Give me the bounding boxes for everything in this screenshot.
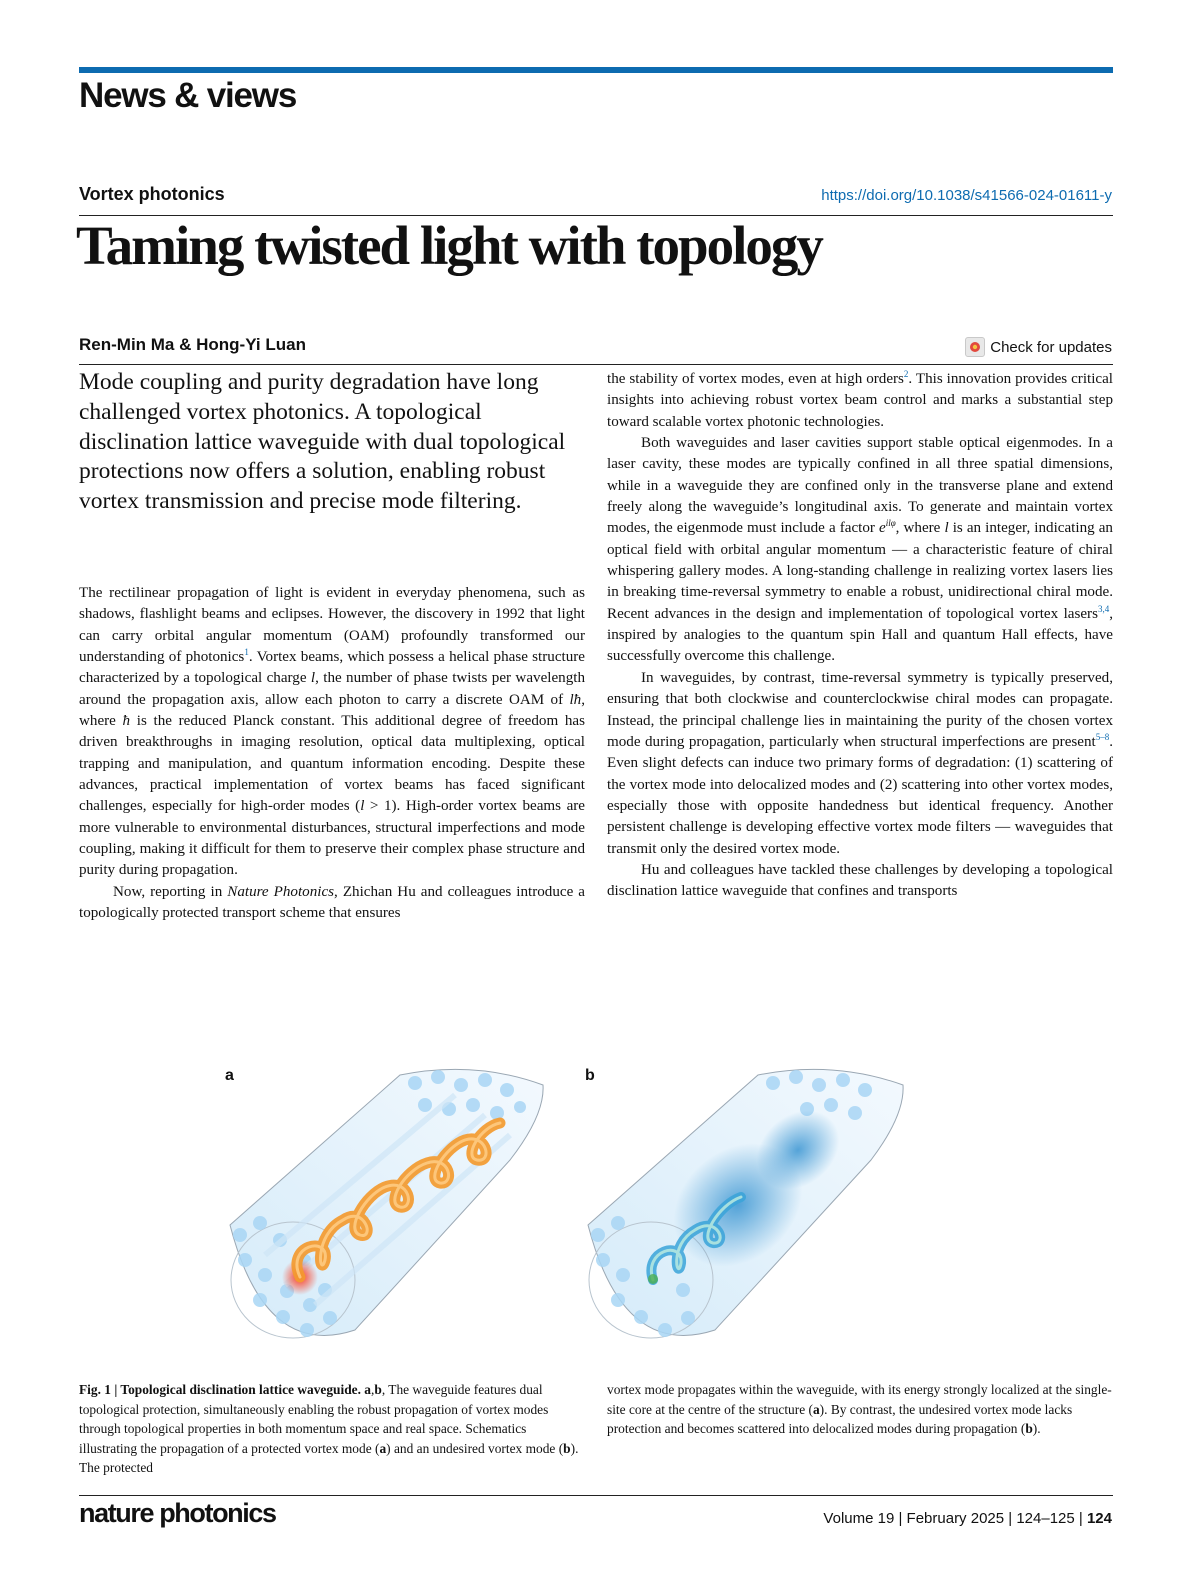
reference-link[interactable]: 5–8 — [1095, 731, 1110, 742]
body-paragraph: Both waveguides and laser cavities support stable optical eigenmodes. In a laser cavity, these modes are typically confined in all three spatial dimensions, while in a waveguide they are confined only in the transverse plane and extend freely along the waveguide’s longitudinal axis. To generate and maintain vortex modes, the eigenmode must include a factor $e^{il\varphi}$, where l is an integer, indicating an optical field with orbital angular momentum — a characteristic feature of chiral whispering gallery modes. A long-standing challenge in realizing vortex lasers lies in breaking time-reversal symmetry to enable a robust, unidirectional chiral mode. Recent advances in the design and implementation of topological vortex lasers$^{3,4}$, inspired by analogies to the quantum spin Hall and quantum Hall effects, have successfully overcome this challenge. — [607, 435, 1113, 665]
body-paragraph: Hu and colleagues have tackled these challenges by developing a topological disclination lattice waveguide that confines and transports — [607, 861, 1113, 900]
doi-link[interactable]: https://doi.org/10.1038/s41566-024-01611-y — [821, 187, 1112, 204]
body-paragraph: The rectilinear propagation of light is evident in everyday phenomena, such as shadows, flashlight beams and eclipses. However, the discovery in 1992 that light can carry orbital angular momentum (OAM) profoundly transformed our understanding of photonics$^1$. Vortex beams, which possess a helical phase structure characterized by a topological charge l, the number of phase twists per wavelength around the propagation axis, allow each photon to carry a discrete OAM of lħ, where ħ is the reduced Planck constant. This additional degree of freedom has driven breakthroughs in imaging resolution, optical data multiplexing, optical trapping and manipulation, and quantum information encoding. Despite these advances, practical implementation of vortex beams has faced significant challenges, especially for high-order modes (l > 1). High-order vortex beams are more vulnerable to environmental disturbances, structural imperfections and mode coupling, making it difficult for them to preserve their complex phase structure and purity during propagation. — [79, 585, 585, 879]
section-heading: News & views — [79, 76, 297, 115]
body-paragraph: In waveguides, by contrast, time-reversal symmetry is typically preserved, ensuring that both clockwise and counterclockwise chiral modes can propagate. Instead, the principal challenge lies in maintaining the purity of the chosen vortex mode during propagation, particularly when structural imperfections are present$^{5-8}$. Even slight defects can induce two primary forms of degradation: (1) scattering of the vortex mode into delocalized modes and (2) scattering into other vortex modes, especially those with opposite handedness but identical frequency. Another persistent challenge is developing effective vortex mode filters — waveguides that transmit only the desired vortex mode. — [607, 669, 1113, 857]
figure-caption-left: Fig. 1 | Topological disclination lattice waveguide. a,b, The waveguide features dual topological protection, simultaneously enabling the robust propagation of vortex modes through topological properties in both momentum space and real space. Schematics illustrating the propagation of a protected vortex mode (a) and an undesired vortex mode (b). The protected — [79, 1382, 579, 1476]
header-accent-bar — [79, 67, 1113, 73]
body-paragraph: Now, reporting in Nature Photonics, Zhichan Hu and colleagues introduce a topologically protected transport scheme that ensures — [79, 883, 585, 922]
panel-label-a: a — [225, 1067, 234, 1084]
author-list: Ren-Min Ma & Hong-Yi Luan — [79, 335, 306, 354]
body-column-right — [607, 369, 1113, 903]
panel-label-b: b — [585, 1067, 595, 1084]
waveguide-protected-illustration — [225, 1055, 570, 1355]
article-title: Taming twisted light with topology — [76, 215, 822, 276]
article-kicker: Vortex photonics — [79, 184, 225, 204]
body-column-left — [79, 583, 585, 925]
reference-link[interactable]: 3,4 — [1097, 603, 1110, 614]
figure-panel-a — [225, 1055, 570, 1355]
journal-logo: nature photonics — [79, 1498, 276, 1528]
issue-info: Volume 19 | February 2025 | 124–125 | 124 — [823, 1510, 1112, 1527]
reference-link[interactable]: 2 — [903, 368, 909, 379]
check-updates-icon — [965, 337, 985, 357]
reference-link[interactable]: 1 — [244, 647, 249, 657]
check-updates-label: Check for updates — [990, 338, 1112, 356]
check-for-updates-button[interactable] — [965, 337, 1112, 357]
figure-caption-right: vortex mode propagates within the waveguide, with its energy strongly localized at the single-site core at the centre of the structure (a). By contrast, the undesired vortex mode lacks protection and becomes scattered into delocalized modes during propagation (b). — [607, 1382, 1112, 1437]
authors-rule — [79, 364, 1113, 365]
waveguide-undesired-illustration — [583, 1055, 928, 1355]
figure-panel-b — [583, 1055, 928, 1355]
footer-rule — [79, 1495, 1113, 1496]
standfirst: Mode coupling and purity degradation have long challenged vortex photonics. A topological disclination lattice waveguide with dual topological protections now offers a solution, enabling robust vortex transmission and precise mode filtering. — [79, 369, 566, 515]
body-paragraph: the stability of vortex modes, even at high orders$^2$. This innovation provides critical insights into achieving robust vortex beam control and marks a substantial step toward scalable vortex photonic technologies. — [607, 368, 1113, 430]
